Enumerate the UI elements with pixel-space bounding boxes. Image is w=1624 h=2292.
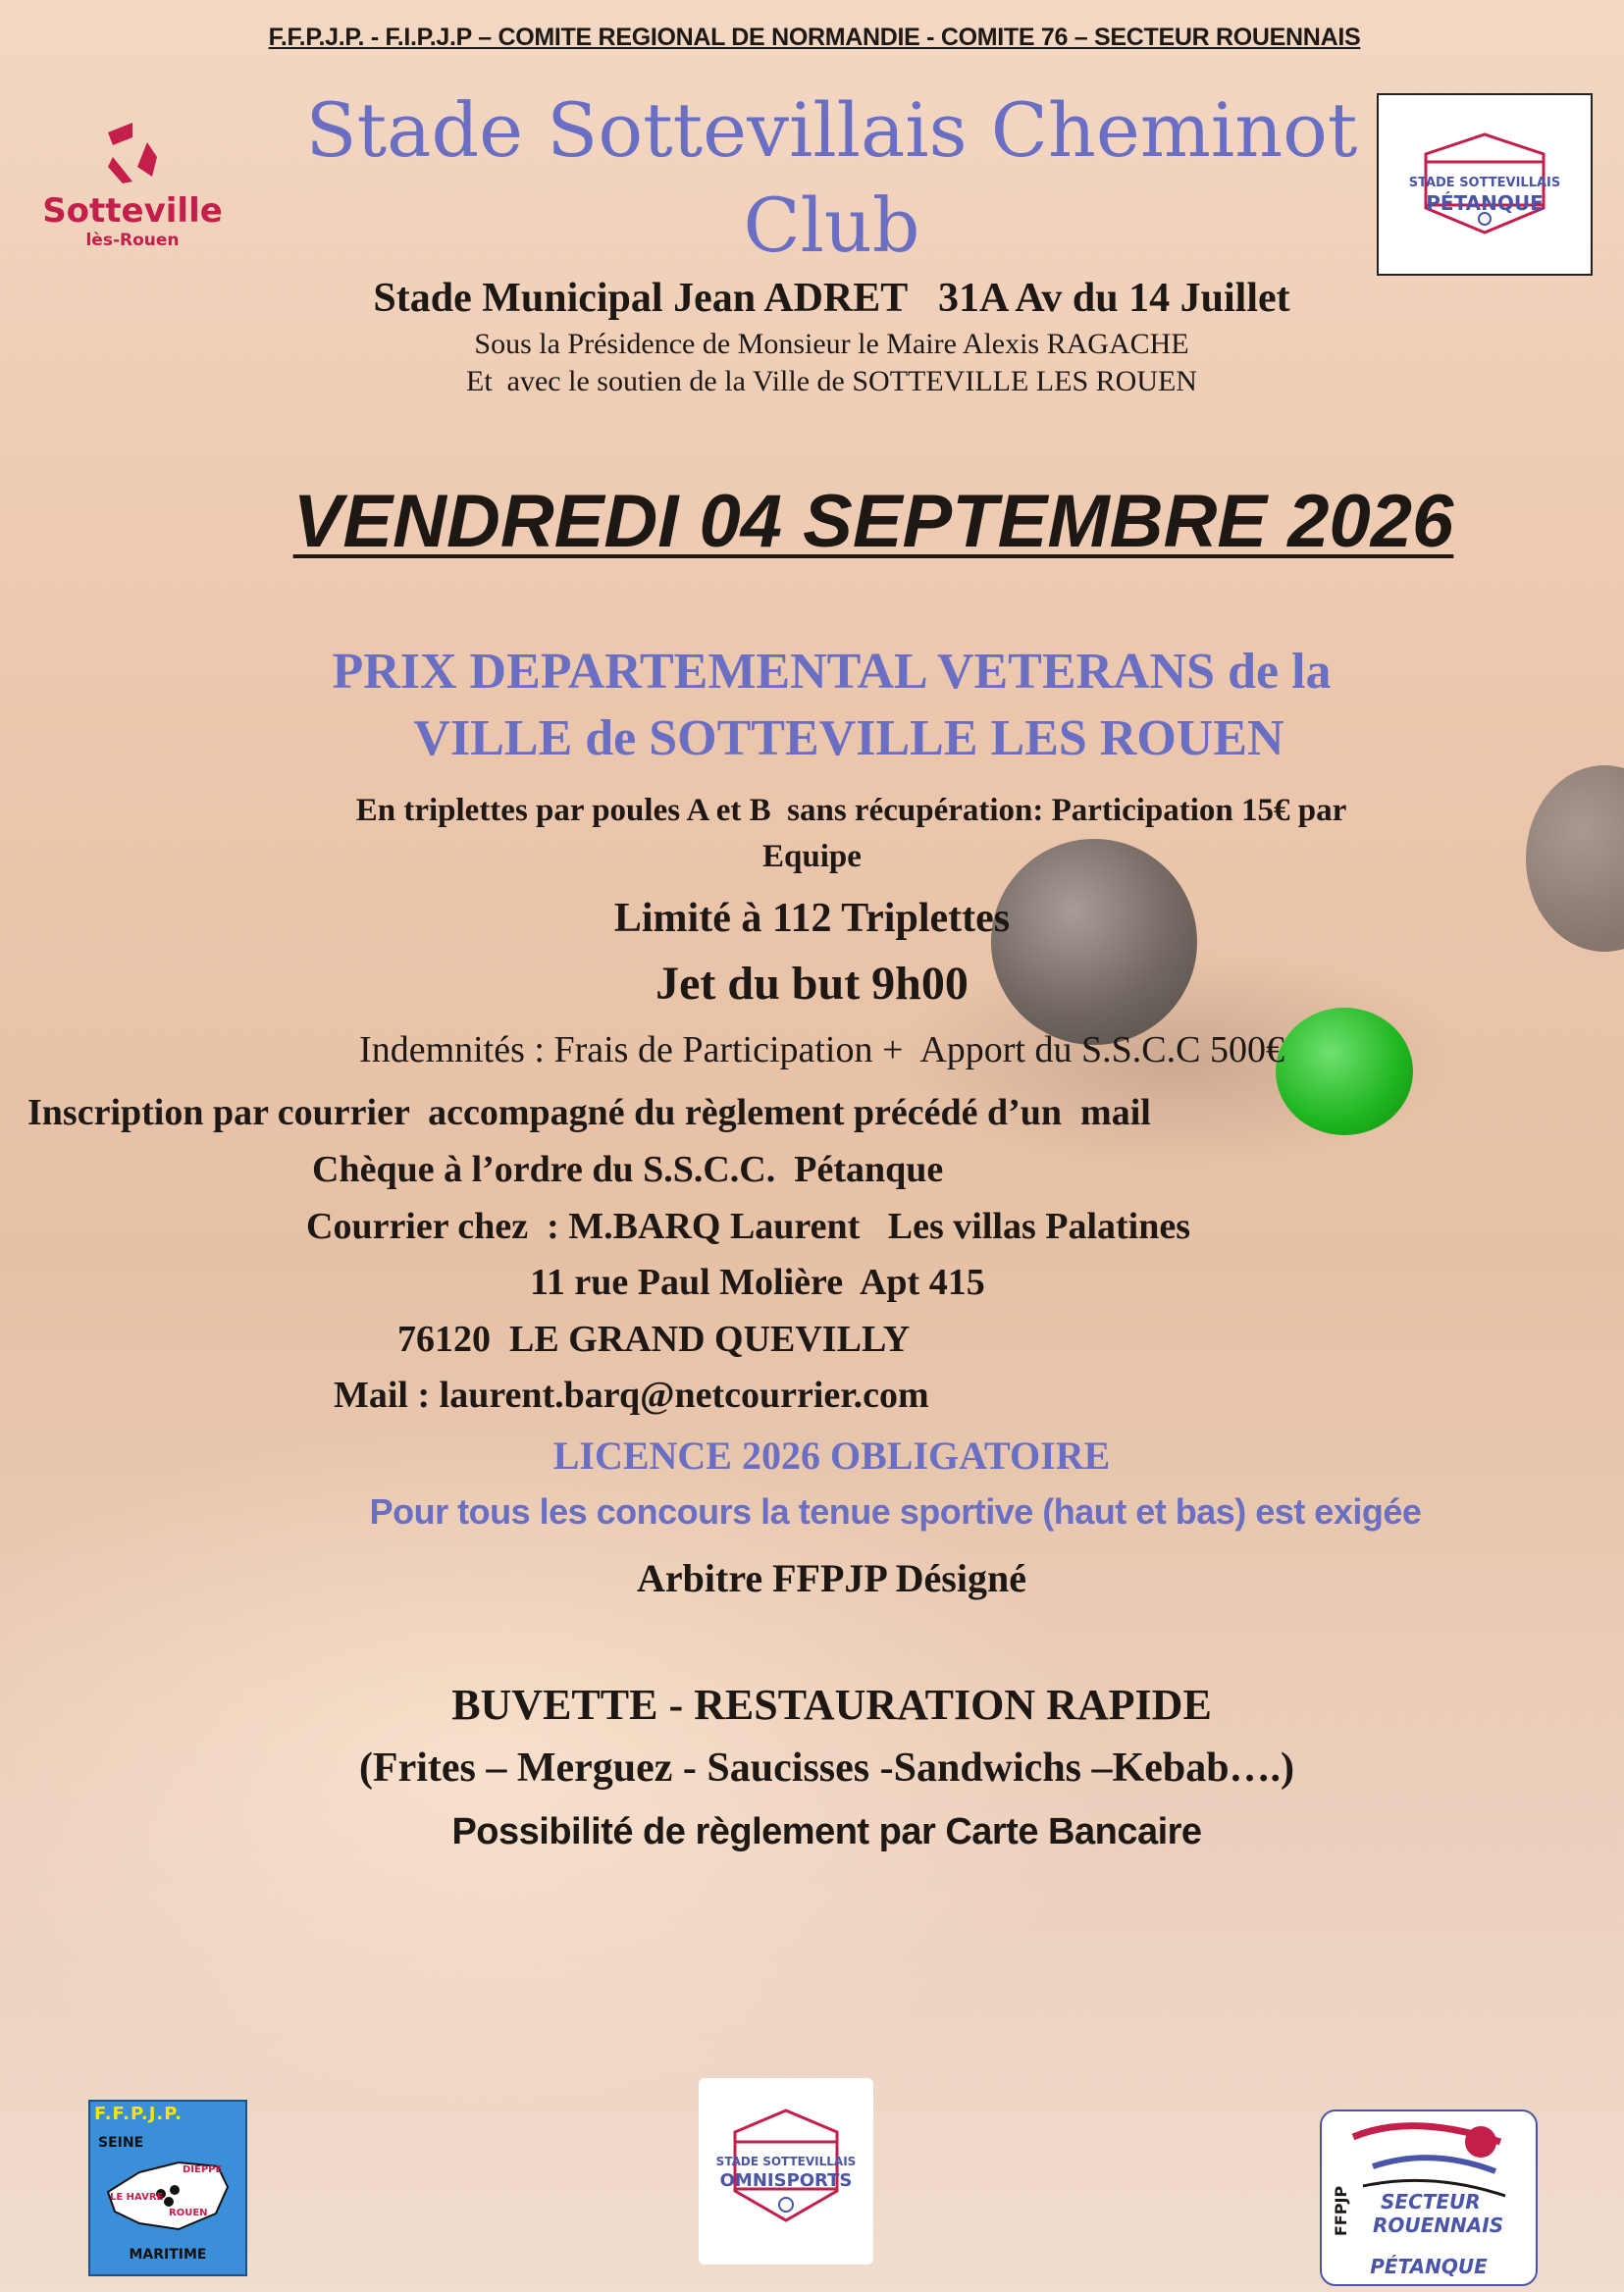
- sotteville-logo-text: Sotteville: [42, 191, 223, 231]
- petanque-logo-top: STADE SOTTEVILLAIS: [1408, 176, 1561, 190]
- ffpjp-logo-maritime: MARITIME: [129, 2247, 207, 2263]
- petanque-logo-main: PÉTANQUE: [1426, 191, 1544, 215]
- address-line1: 11 rue Paul Molière Apt 415: [530, 1262, 985, 1303]
- support: Et avec le soutien de la Ville de SOTTEVILLE LES ROUEN: [466, 365, 1197, 397]
- presidency: Sous la Présidence de Monsieur le Maire Alexis RAGACHE: [474, 328, 1189, 360]
- stade-sottevillais-omnisports-logo: [699, 2078, 873, 2265]
- club-name-line2: Club: [743, 182, 920, 269]
- omnisports-logo-main: OMNISPORTS: [719, 2170, 853, 2191]
- address-line2: 76120 LE GRAND QUEVILLY: [397, 1319, 911, 1360]
- secteur-logo-line1: SECTEUR: [1381, 2190, 1481, 2214]
- event-title-line2: VILLE de SOTTEVILLE LES ROUEN: [413, 710, 1284, 766]
- omnisports-logo-top: STADE SOTTEVILLAIS: [715, 2155, 857, 2168]
- start-time: Jet du but 9h00: [655, 958, 969, 1010]
- secteur-logo-bottom: PÉTANQUE: [1370, 2255, 1488, 2278]
- ffpjp-logo-rouen: ROUEN: [169, 2208, 208, 2218]
- secteur-logo-ffpjp: FFPJP: [1332, 2185, 1351, 2237]
- cochonnet-ball: [1276, 1008, 1413, 1135]
- format-line2: Equipe: [762, 839, 862, 874]
- venue: Stade Municipal Jean ADRET 31A Av du 14 Juillet: [373, 276, 1290, 321]
- event-title-line1: PRIX DEPARTEMENTAL VETERANS de la: [332, 644, 1332, 700]
- ffpjp-logo-lehavre: LE HAVRE: [110, 2192, 164, 2203]
- dress-code: Pour tous les concours la tenue sportive (haut et bas) est exigée: [369, 1491, 1422, 1532]
- ffpjp-logo-title: F.F.P.J.P.: [94, 2104, 183, 2124]
- ffpjp-seine-maritime-logo: [88, 2100, 247, 2276]
- mail-recipient: Courrier chez : M.BARQ Laurent Les villas Palatines: [306, 1206, 1190, 1247]
- team-limit: Limité à 112 Triplettes: [613, 896, 1011, 941]
- secteur-logo-line2: ROUENNAIS: [1373, 2214, 1504, 2237]
- contact-email: Mail : laurent.barq@netcourrier.com: [334, 1375, 929, 1416]
- cheque-payee: Chèque à l’ordre du S.S.C.C. Pétanque: [312, 1149, 944, 1190]
- food-title: BUVETTE - RESTAURATION RAPIDE: [451, 1681, 1212, 1729]
- stade-sottevillais-petanque-logo: [1377, 93, 1593, 276]
- ffpjp-logo-dieppe: DIEPPE: [183, 2164, 223, 2175]
- referee: Arbitre FFPJP Désigné: [637, 1556, 1026, 1600]
- secteur-rouennais-logo: [1320, 2110, 1538, 2286]
- indemnities: Indemnités : Frais de Participation + Apport du S.S.C.C 500€: [359, 1029, 1284, 1070]
- federations-line: F.F.P.J.P. - F.I.P.J.P – COMITE REGIONAL DE NORMANDIE - COMITE 76 – SECTEUR ROUENNAIS: [268, 24, 1361, 51]
- licence-requirement: LICENCE 2026 OBLIGATOIRE: [552, 1433, 1111, 1478]
- sotteville-logo-subtext: lès-Rouen: [85, 231, 180, 250]
- event-date: VENDREDI 04 SEPTEMBRE 2026: [292, 480, 1454, 563]
- registration: Inscription par courrier accompagné du règlement précédé d’un mail: [27, 1092, 1151, 1133]
- club-name-line1: Stade Sottevillais Cheminot: [305, 86, 1358, 174]
- payment-method: Possibilité de règlement par Carte Bancaire: [451, 1811, 1202, 1852]
- format-line1: En triplettes par poules A et B sans récupération: Participation 15€ par: [355, 793, 1347, 828]
- food-items: (Frites – Merguez - Saucisses -Sandwichs –Kebab….): [358, 1745, 1295, 1791]
- ffpjp-logo-seine: SEINE: [98, 2135, 144, 2151]
